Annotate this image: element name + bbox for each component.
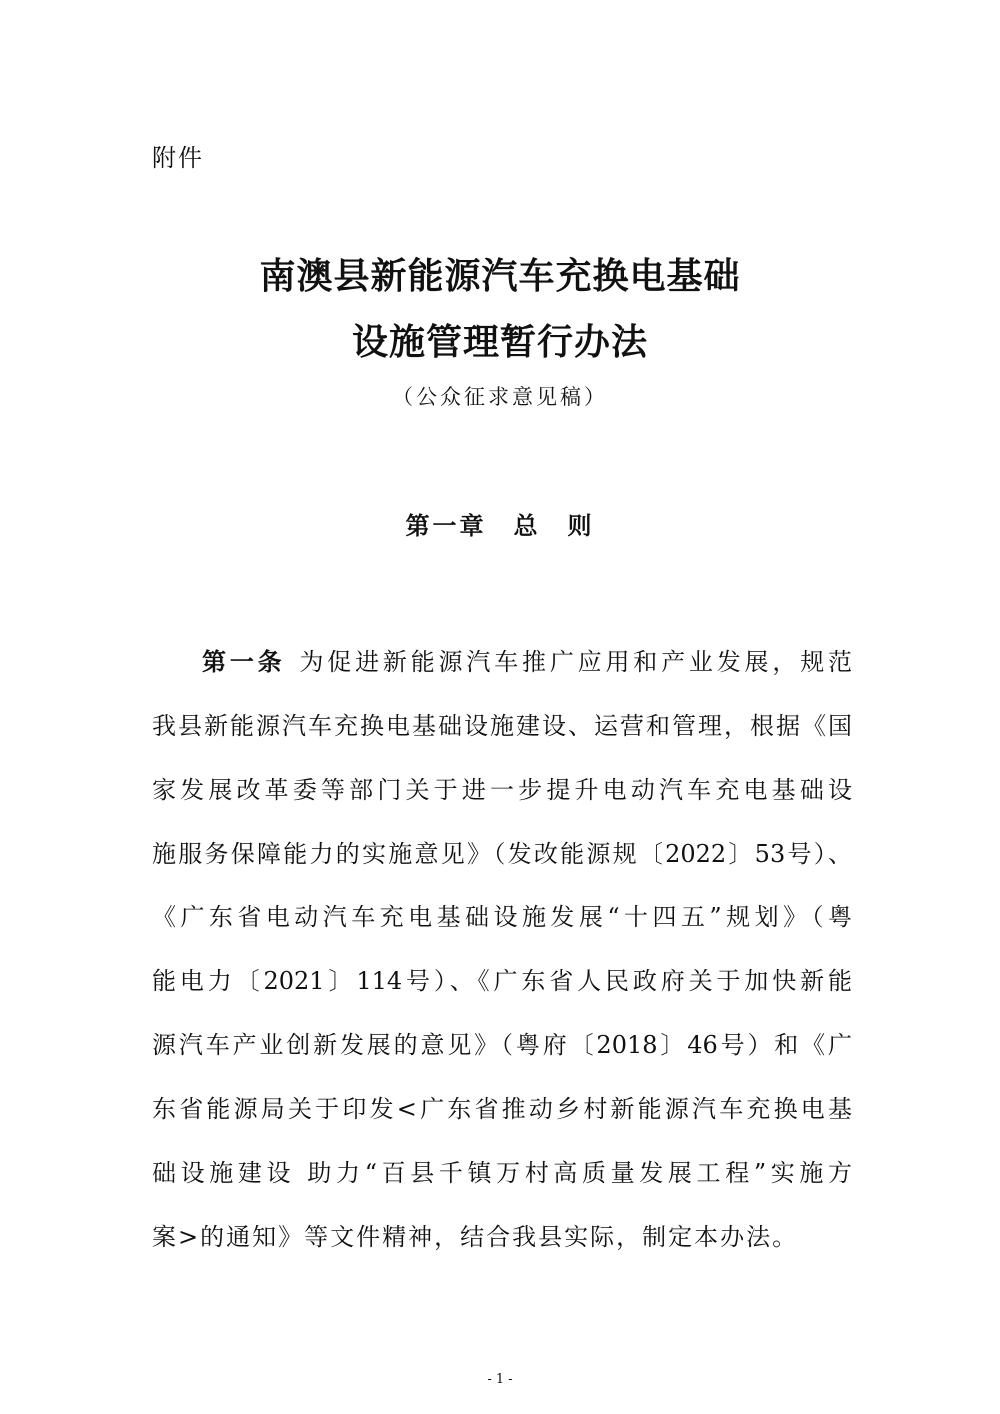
attachment-label: 附件 <box>152 144 204 172</box>
document-title-line-1: 南澳县新能源汽车充换电基础 <box>259 255 741 297</box>
article-1-line-1 <box>202 642 852 677</box>
article-1-line-2: 我县新能源汽车充换电基础设施建设、运营和管理，根据《国 <box>152 712 852 740</box>
chapter-heading: 第一章 总 则 <box>405 511 595 540</box>
document-subtitle: （公众征求意见稿） <box>392 385 608 409</box>
article-label: 第一条 <box>202 647 286 676</box>
document-title-line-2: 设施管理暂行办法 <box>351 321 648 363</box>
article-1-line-9: 础设施建设 助力“百县千镇万村高质量发展工程”实施方 <box>152 1159 852 1187</box>
article-1-line-5: 《广东省电动汽车充电基础设施发展“十四五”规划》（粤 <box>152 903 852 931</box>
article-1-line-7: 源汽车产业创新发展的意见》（粤府〔2018〕46号）和《广 <box>152 1031 852 1059</box>
article-1-line-1-text: 为促进新能源汽车推广应用和产业发展，规范 <box>299 648 853 676</box>
article-1-line-8: 东省能源局关于印发<广东省推动乡村新能源汽车充换电基 <box>152 1095 852 1123</box>
article-1-line-10: 案>的通知》等文件精神，结合我县实际，制定本办法。 <box>152 1223 799 1251</box>
article-1-line-4: 施服务保障能力的实施意见》（发改能源规〔2022〕53号）、 <box>152 840 852 868</box>
article-1-line-3: 家发展改革委等部门关于进一步提升电动汽车充电基础设 <box>152 776 852 804</box>
page-number: - 1 - <box>487 1372 513 1387</box>
article-1-line-6: 能电力〔2021〕114号）、《广东省人民政府关于加快新能 <box>152 967 852 995</box>
